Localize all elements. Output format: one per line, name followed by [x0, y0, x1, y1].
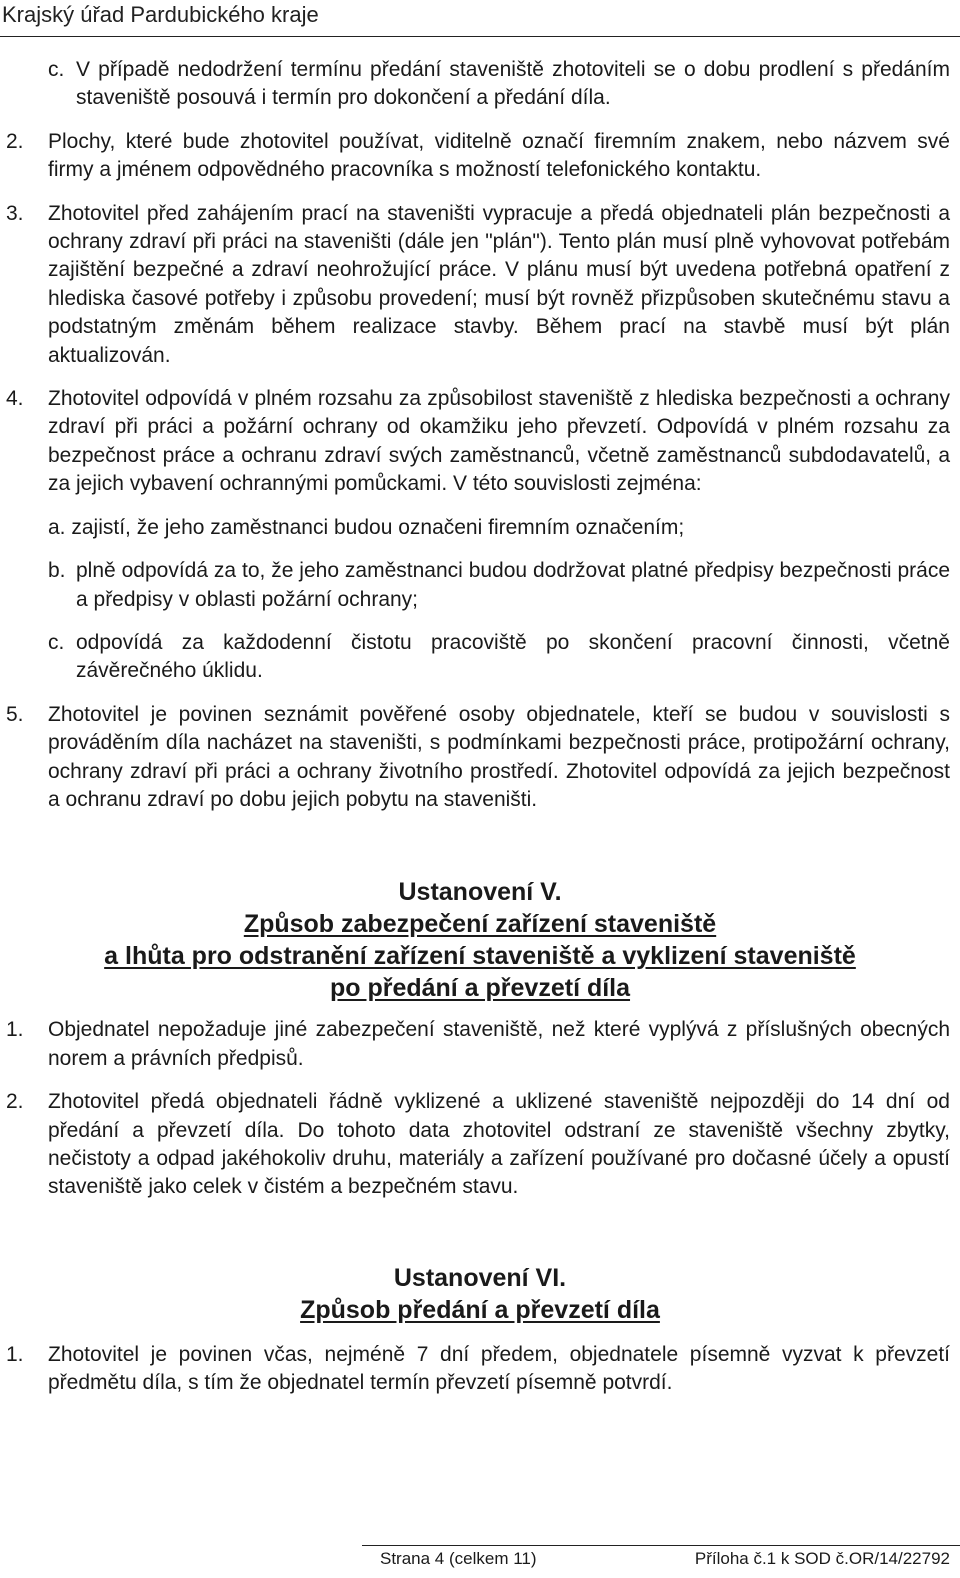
section-vi-paragraph-1: [0, 1341, 960, 1398]
item-number: a.: [48, 515, 66, 539]
document-body: [0, 56, 960, 1398]
section-v-paragraph-2: [0, 1088, 960, 1202]
item-number: 4.: [6, 387, 24, 411]
item-text: Zhotovitel je povinen seznámit pověřené osoby objednatele, kteří se budou v souvislosti s prováděním díla nacházet na staveništi, s podmínkami bezpečnosti práce, protipožární ochrany, ochrany zdraví při práci a ochrany životního prostředí. Zhotovitel odpovídá za jejich bezpečnost a ochranu zdraví po dobu jejich pobytu na staveništi.: [48, 702, 950, 811]
header-title: Krajský úřad Pardubického kraje: [2, 2, 319, 27]
item-number: 1.: [6, 1342, 24, 1366]
item-number: b.: [48, 559, 66, 583]
section-v-paragraph-1: [0, 1016, 960, 1073]
item-text: plně odpovídá za to, že jeho zaměstnanci budou dodržovat platné předpisy bezpečnosti práce a předpisy v oblasti požární ochrany;: [76, 559, 950, 611]
footer-document-reference: Příloha č.1 k SOD č.OR/14/22792: [694, 1549, 950, 1568]
item-text: zajistí, že jeho zaměstnanci budou označeni firemním označením;: [71, 515, 685, 539]
item-number: 5.: [6, 702, 24, 726]
section-v-heading: [0, 876, 960, 1004]
section-title: po předání a převzetí díla: [329, 974, 631, 1003]
section-title: a lhůta pro odstranění zařízení staveniště a vyklizení staveniště: [104, 942, 856, 971]
section-number: Ustanovení VI.: [393, 1263, 567, 1292]
list-item-b: [0, 557, 960, 614]
item-number: 2.: [6, 129, 24, 153]
footer-page-number: Strana 4 (celkem 11): [380, 1549, 537, 1568]
item-number: 3.: [6, 201, 24, 225]
item-text: Zhotovitel odpovídá v plném rozsahu za způsobilost staveniště z hlediska bezpečnosti a ochrany zdraví při práci a požární ochrany od okamžiku jeho převzetí. Odpovídá v plném rozsahu za bezpečnost práce a ochranu zdraví svých zaměstnanců, včetně zaměstnanců subdodavatelů, a za jejich vybavení ochrannými pomůckami. V této souvislosti zejména:: [48, 387, 950, 496]
item-text: Objednatel nepožaduje jiné zabezpečení staveniště, než které vyplývá z příslušných obecných norem a právních předpisů.: [48, 1018, 950, 1070]
item-text: Zhotovitel předá objednateli řádně vyklizené a uklizené staveniště nejpozději do 14 dní od předání a převzetí díla. Do tohoto data zhotovitel odstraní ze staveniště všechny zbytky, nečistoty a odpad jakéhokoliv druhu, materiály a zařízení používané pro dočasné účely a opustí staveniště jako celek v čistém a bezpečném stavu.: [48, 1090, 950, 1199]
list-item-c: [0, 56, 960, 113]
item-text: V případě nedodržení termínu předání staveniště zhotoviteli se o dobu prodlení s předáním staveniště posouvá i termín pro dokončení a předání díla.: [76, 58, 950, 110]
section-number: Ustanovení V.: [398, 878, 562, 907]
list-item-c2: [0, 629, 960, 686]
item-text: Plochy, které bude zhotovitel používat, viditelně označí firemním znakem, nebo názvem své firmy a jménem odpovědného pracovníka s možností telefonického kontaktu.: [48, 129, 950, 182]
item-text: odpovídá za každodenní čistotu pracoviště po skončení pracovní činnosti, včetně závěrečného úklidu.: [76, 630, 950, 683]
item-number: 1.: [6, 1018, 24, 1042]
item-number: 2.: [6, 1090, 24, 1114]
paragraph-3: [0, 200, 960, 370]
item-number: c.: [48, 630, 65, 654]
item-text: Zhotovitel před zahájením prací na staveništi vypracuje a předá objednateli plán bezpečnosti a ochrany zdraví při práci na staveništi (dále jen "plán"). Tento plán musí plně vyhovovat potřebám zajištění bezpečné a zdraví neohrožující práce. V plánu musí být uvedena potřebná opatření z hlediska časové potřeby i způsobu provedení; musí být rovněž přizpůsoben skutečnému stavu a podstatným změnám během realizace stavby. Během prací na stavbě musí být plán aktualizován.: [48, 201, 950, 367]
paragraph-5: [0, 701, 960, 815]
list-item-a: [0, 514, 960, 542]
section-title: Způsob zabezpečení zařízení staveniště: [243, 910, 717, 939]
item-number: c.: [48, 58, 65, 81]
item-text: Zhotovitel je povinen včas, nejméně 7 dní předem, objednatele písemně vyzvat k převzetí předmětu díla, s tím že objednatel termín převzetí písemně potvrdí.: [48, 1342, 950, 1395]
section-title: Způsob předání a převzetí díla: [300, 1295, 660, 1324]
footer-divider: [362, 1545, 960, 1546]
paragraph-2: [0, 128, 960, 185]
page-header: [0, 0, 960, 37]
section-vi-heading: [0, 1262, 960, 1326]
paragraph-4: [0, 385, 960, 499]
